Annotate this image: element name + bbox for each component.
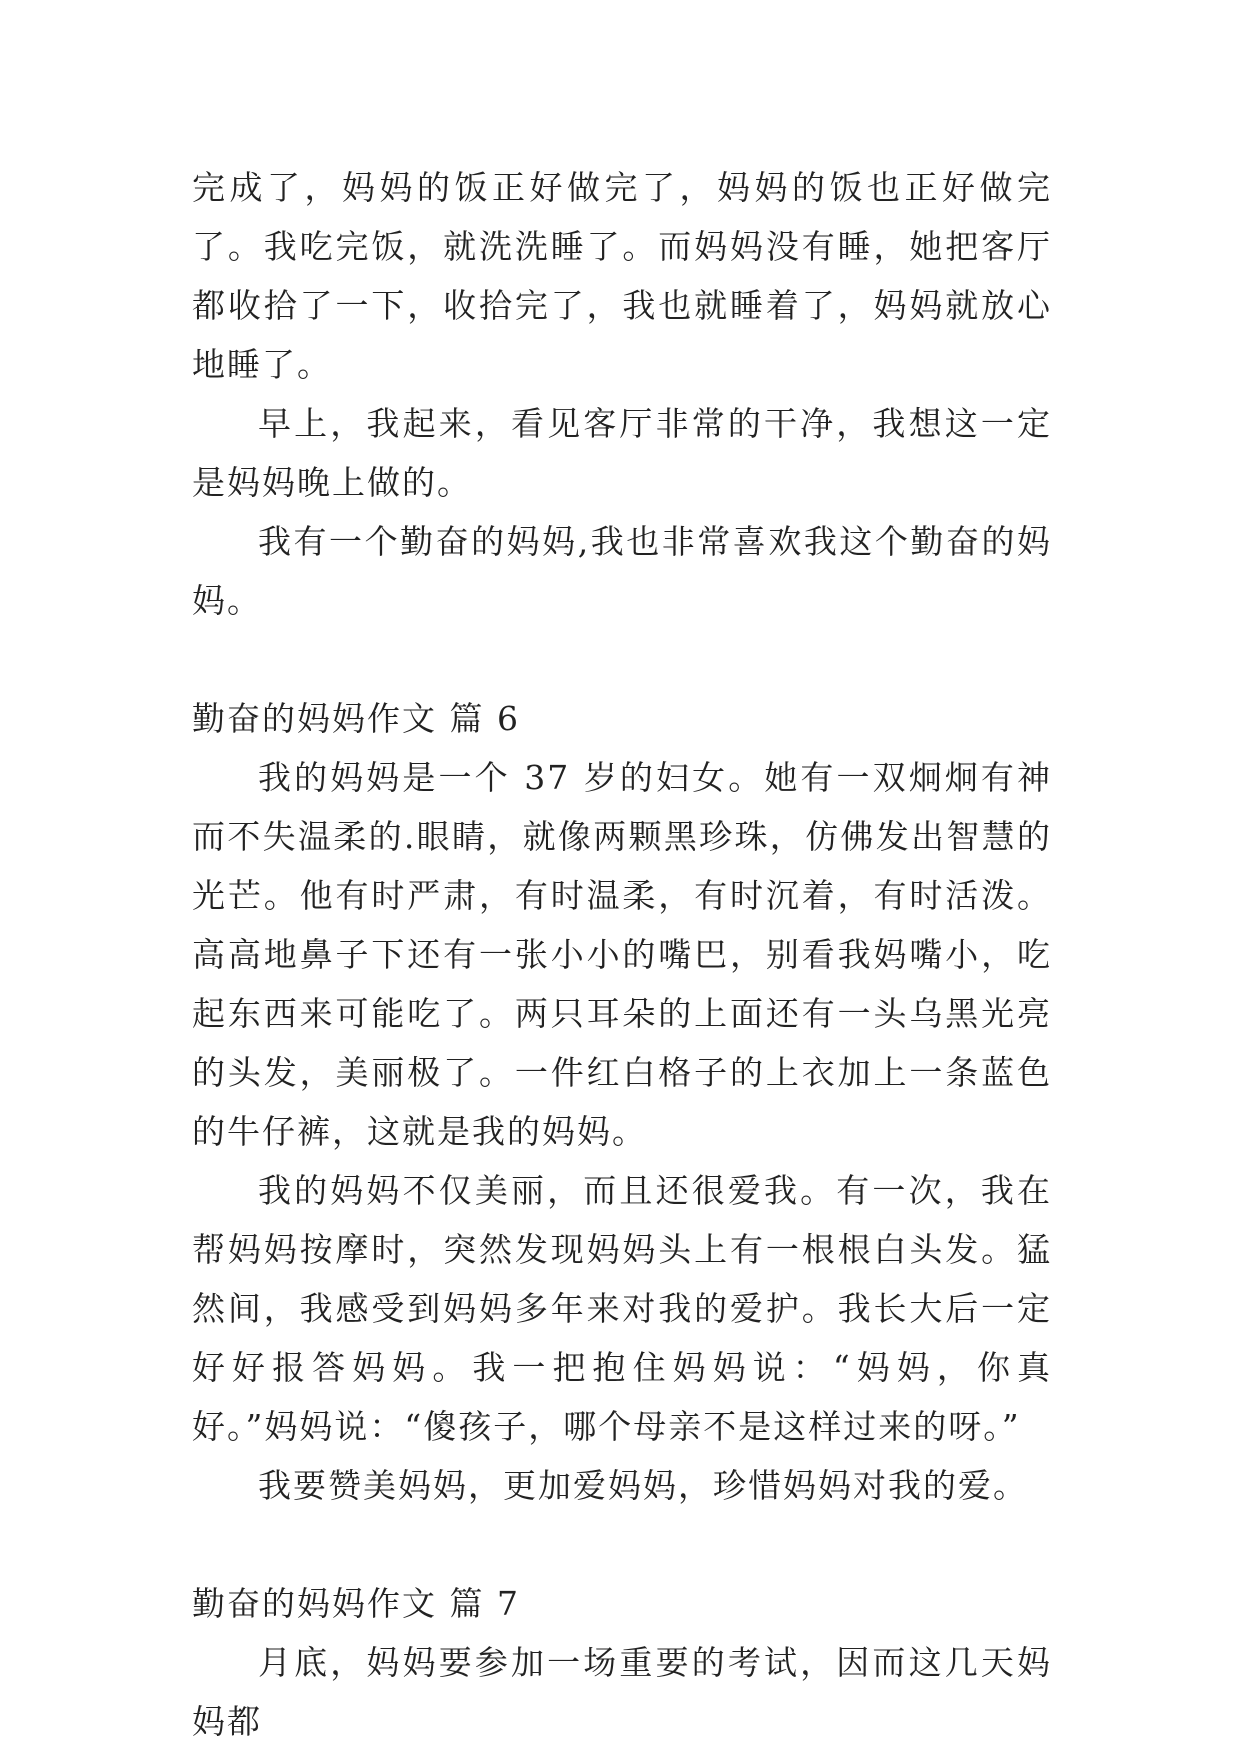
- section-heading-7: 勤奋的妈妈作文 篇 7: [192, 1584, 520, 1623]
- paragraph: 完成了，妈妈的饭正好做完了，妈妈的饭也正好做完了。我吃完饭，就洗洗睡了。而妈妈没有睡，她把客厅都收拾了一下，收拾完了，我也就睡着了，妈妈就放心地睡了。: [192, 168, 1052, 384]
- section-heading-6: 勤奋的妈妈作文 篇 6: [192, 699, 520, 738]
- paragraph: 我的妈妈是一个 37 岁的妇女。她有一双炯炯有神而不失温柔的.眼睛，就像两颗黑珍珠，仿佛发出智慧的光芒。他有时严肃，有时温柔，有时沉着，有时活泼。高高地鼻子下还有一张小小的嘴巴，别看我妈嘴小，吃起东西来可能吃了。两只耳朵的上面还有一头乌黑光亮的头发，美丽极了。一件红白格子的上衣加上一条蓝色的牛仔裤，这就是我的妈妈。: [192, 758, 1052, 1151]
- paragraph: 我的妈妈不仅美丽，而且还很爱我。有一次，我在帮妈妈按摩时，突然发现妈妈头上有一根根白头发。猛然间，我感受到妈妈多年来对我的爱护。我长大后一定好好报答妈妈。我一把抱住妈妈说：“妈妈，你真好。”妈妈说：“傻孩子，哪个母亲不是这样过来的呀。”: [192, 1171, 1052, 1446]
- paragraph: 早上，我起来，看见客厅非常的干净，我想这一定是妈妈晚上做的。: [192, 404, 1052, 502]
- paragraph: 我有一个勤奋的妈妈,我也非常喜欢我这个勤奋的妈妈。: [192, 522, 1052, 620]
- paragraph: 月底，妈妈要参加一场重要的考试，因而这几天妈妈都: [192, 1643, 1052, 1741]
- section-spacer: [192, 1515, 1052, 1574]
- section-spacer: [192, 630, 1052, 689]
- paragraph: 我要赞美妈妈，更加爱妈妈，珍惜妈妈对我的爱。: [258, 1466, 1028, 1505]
- document-body: [192, 158, 1052, 1751]
